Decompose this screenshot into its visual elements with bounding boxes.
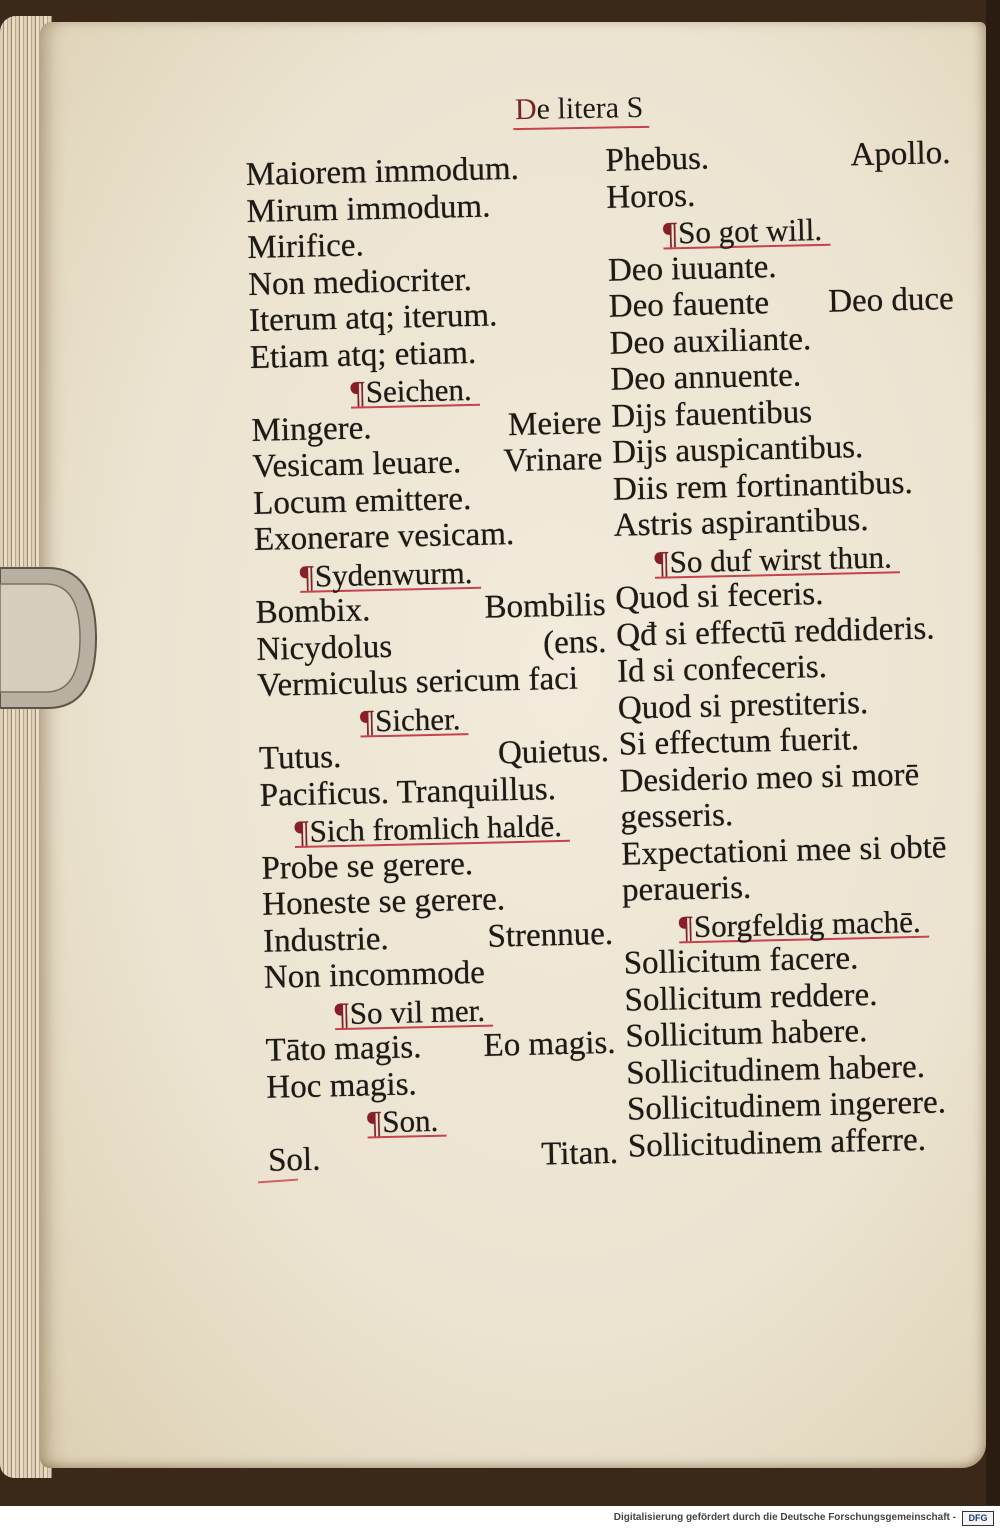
rubric-heading [299,554,481,594]
gloss-line: Diis rem fortinantibus. [612,464,913,508]
rubric-heading [366,1103,447,1140]
gloss-term: Vesicam leuare. [251,444,462,485]
gloss-line: Qđ si effectū reddideris. [615,609,935,654]
gloss-line: Sollicitum reddere. [624,976,878,1019]
gloss-line: Hoc magis. [266,1065,418,1106]
gloss-term: (ens. [542,623,607,661]
rubric-heading [678,903,929,945]
gloss-line: Id si confeceris. [616,648,828,690]
gloss-line: Sollicitudinem afferre. [627,1121,927,1165]
rubric-heading-text: So vil mer. [349,992,486,1031]
gloss-line: gesseris. [619,797,734,836]
pilcrow-mark: ¶ [678,908,694,945]
gloss-line: Non mediocriter. [247,261,473,303]
gloss-term: Apollo. [850,135,951,174]
dfg-logo: DFG [962,1511,994,1526]
gloss-term: Quietus. [497,732,610,772]
rubric-heading-text: Sicher. [374,701,461,739]
pilcrow-mark: ¶ [366,1104,382,1140]
gloss-line: Deo iuuante. [607,248,777,289]
gloss-term: Nicydolus [256,628,393,668]
gloss-line: Sollicitum facere. [623,940,859,982]
gloss-line: Honeste se gerere. [261,881,506,923]
gloss-line: Probe se gerere. [261,845,474,887]
gloss-line: Exonerare vesicam. [253,515,515,558]
gloss-line: Quod si prestiteris. [617,684,869,727]
gloss-line [268,1134,619,1178]
digitization-footer [0,1506,1000,1530]
book-binding [986,0,1000,1505]
pilcrow-mark: ¶ [350,374,366,411]
gloss-line: Iterum atq; iterum. [248,297,498,339]
glossary-text [245,127,978,1183]
pilcrow-mark: ¶ [359,703,375,739]
gloss-line: Si effectum fuerit. [618,721,860,763]
gloss-line: Desiderio meo si morē [619,756,920,800]
book-clasp [0,558,100,718]
gloss-term: Tāto magis. [265,1029,422,1069]
rubric-heading [359,701,469,739]
gloss-term: Eo magis. [483,1024,616,1064]
gloss-line: Mirifice. [246,227,365,266]
gloss-line: Quod si feceris. [615,575,824,617]
rubric-heading [294,808,570,850]
gloss-line: Vermiculus sericum faci [256,660,579,704]
pilcrow-mark: ¶ [334,995,350,1032]
gloss-term: Sol. [267,1141,321,1179]
rubric-heading-text: Sich fromlich haldē. [309,808,563,850]
gloss-line: Expectationi mee si obtē [620,828,947,873]
funding-credit: Digitalisierung gefördert durch die Deutsche Forschungsgemeinschaft - [613,1512,956,1523]
gloss-line: Horos. [605,177,696,216]
pilcrow-mark: ¶ [299,558,315,594]
gloss-term: Bombilis [484,586,606,626]
gloss-term: Titan. [540,1134,619,1173]
rubric-heading [662,212,831,251]
gloss-line: Etiam atq; etiam. [249,334,477,376]
gloss-term: Tutus. [258,738,342,777]
rubric-heading-text: So duf wirst thun. [669,539,893,580]
gloss-line: Astris aspirantibus. [613,501,869,544]
gloss-line: Deo annuente. [610,357,802,398]
left-column [245,135,618,1179]
pilcrow-mark: ¶ [662,215,678,251]
running-head: De litera S [513,93,650,130]
rubric-heading [350,372,480,411]
gloss-line: Deo auxiliante. [609,320,812,362]
gloss-line: Sollicitum habere. [624,1013,868,1055]
gloss-line: Non incommode [263,954,486,996]
rubric-heading-text: Seichen. [365,372,472,410]
rubric-heading-text: So got will. [677,212,823,251]
gloss-line: Maiorem immodum. [245,150,520,193]
gloss-term: Mingere. [251,409,372,449]
gloss-term: Bombix. [255,592,371,631]
rubric-heading-text: Son. [381,1103,439,1140]
gloss-line: Mirum immodum. [246,187,491,230]
gloss-term: Deo duce [827,280,955,320]
gloss-term: Phebus. [605,140,710,179]
gloss-line: Sollicitudinem habere. [625,1048,926,1092]
gloss-line: Sollicitudinem ingerere. [626,1084,947,1128]
gloss-line: Dijs fauentibus [610,393,813,435]
gloss-line: Locum emittere. [252,480,472,522]
pilcrow-mark: ¶ [654,544,670,580]
gloss-term: Strennue. [487,915,614,955]
gloss-term: Industrie. [262,920,390,960]
gloss-line: peraueris. [621,869,752,909]
gloss-term: Vrinare [503,440,603,480]
gloss-term: Deo fauente [608,285,770,325]
gloss-line: Dijs auspicantibus. [611,429,864,471]
rubric-heading-text: Sorgfeldig machē. [693,903,921,944]
gloss-term: Meiere [507,404,602,443]
gloss-line: Pacificus. Tranquillus. [259,770,557,814]
pilcrow-mark: ¶ [294,814,310,850]
rubric-heading [654,539,900,580]
right-column [605,127,973,1165]
gloss-line [608,281,954,325]
rubric-heading [334,992,493,1032]
rubric-heading-text: Sydenwurm. [314,554,473,594]
